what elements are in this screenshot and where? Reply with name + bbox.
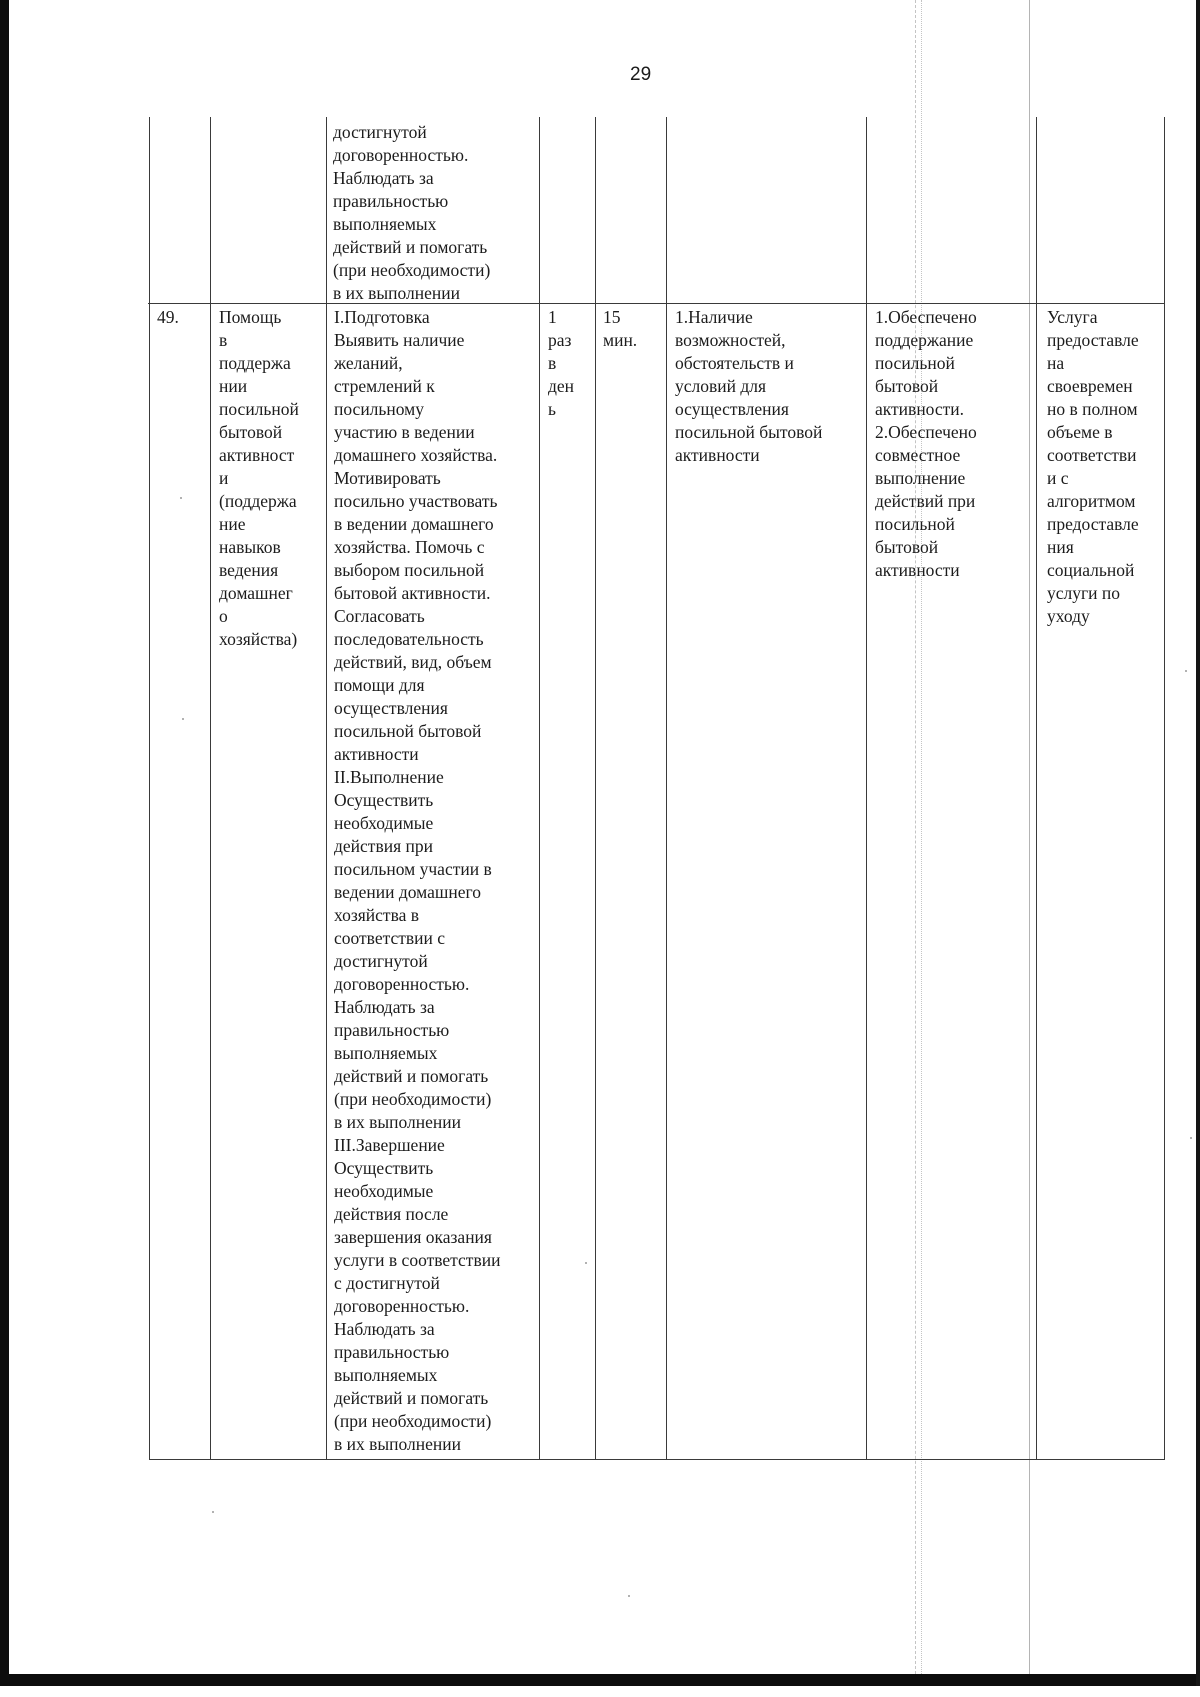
column-divider — [595, 117, 596, 1460]
result-cell: 1.Обеспечено поддержание посильной бытовой активности. 2.Обеспечено совместное выполнение действий при посильной бытовой активности — [875, 307, 977, 580]
service-description-cell: I.Подготовка Выявить наличие желаний, стремлений к посильному участию в ведении домашнего хозяйства. Мотивировать посильно участвовать в ведении домашнего хозяйства. Помочь с выбором посильной бытовой активности. Согласовать последовательность действий, вид, объем помощи для осуществления посильной бытовой активности II.Выполнение Осуществить необходимые действия при посильном участии в ведении домашнего хозяйства в соответствии с достигнутой договоренностью. Наблюдать за правильностью выполняемых действий и помогать (при необходимости) в их выполнении III.Завершение Осуществить необходимые действия после завершения оказания услуги в соответствии с достигнутой договоренностью. Наблюдать за правильностью выполняемых действий и помогать (при необходимости) в их выполнении — [334, 307, 501, 1454]
scan-speck — [212, 1511, 214, 1513]
table-border-right — [1164, 117, 1165, 1460]
row-separator — [148, 303, 1164, 304]
continued-row-description: достигнутой договоренностью. Наблюдать за правильностью выполняемых действий и помогать (при необходимости) в их выполнении — [333, 122, 491, 303]
scan-fold-line — [915, 0, 916, 1674]
scan-left-edge — [0, 0, 9, 1686]
scan-speck — [180, 497, 182, 499]
scan-right-edge — [1196, 0, 1200, 1686]
page-number: 29 — [630, 64, 652, 85]
service-name-cell: Помощь в поддержа нии посильной бытовой активност и (поддержа ние навыков ведения домашнег о хозяйства) — [219, 307, 299, 649]
scan-speck — [182, 718, 184, 720]
evaluation-cell: Услуга предоставле на своевремен но в полном объеме в соответстви и с алгоритмом предоставле ния социальной услуги по уходу — [1047, 307, 1139, 626]
table-border-bottom — [150, 1459, 1165, 1460]
duration-cell: 15 мин. — [603, 307, 638, 350]
scan-fold-line — [1029, 0, 1030, 1674]
table-border-left — [149, 117, 150, 1460]
scan-speck — [628, 1595, 630, 1597]
scan-fold-line — [921, 0, 922, 1674]
row-number: 49. — [157, 307, 179, 327]
column-divider — [666, 117, 667, 1460]
scan-speck — [1185, 670, 1187, 672]
scan-speck — [1190, 1137, 1192, 1139]
column-divider — [210, 117, 211, 1460]
column-divider — [1036, 117, 1037, 1460]
column-divider — [326, 117, 327, 1460]
frequency-cell: 1 раз в ден ь — [548, 307, 575, 419]
conditions-cell: 1.Наличие возможностей, обстоятельств и условий для осуществления посильной бытовой активности — [675, 307, 823, 465]
column-divider — [866, 117, 867, 1460]
scan-speck — [585, 1262, 587, 1264]
column-divider — [539, 117, 540, 1460]
scan-bottom-edge — [0, 1674, 1200, 1686]
